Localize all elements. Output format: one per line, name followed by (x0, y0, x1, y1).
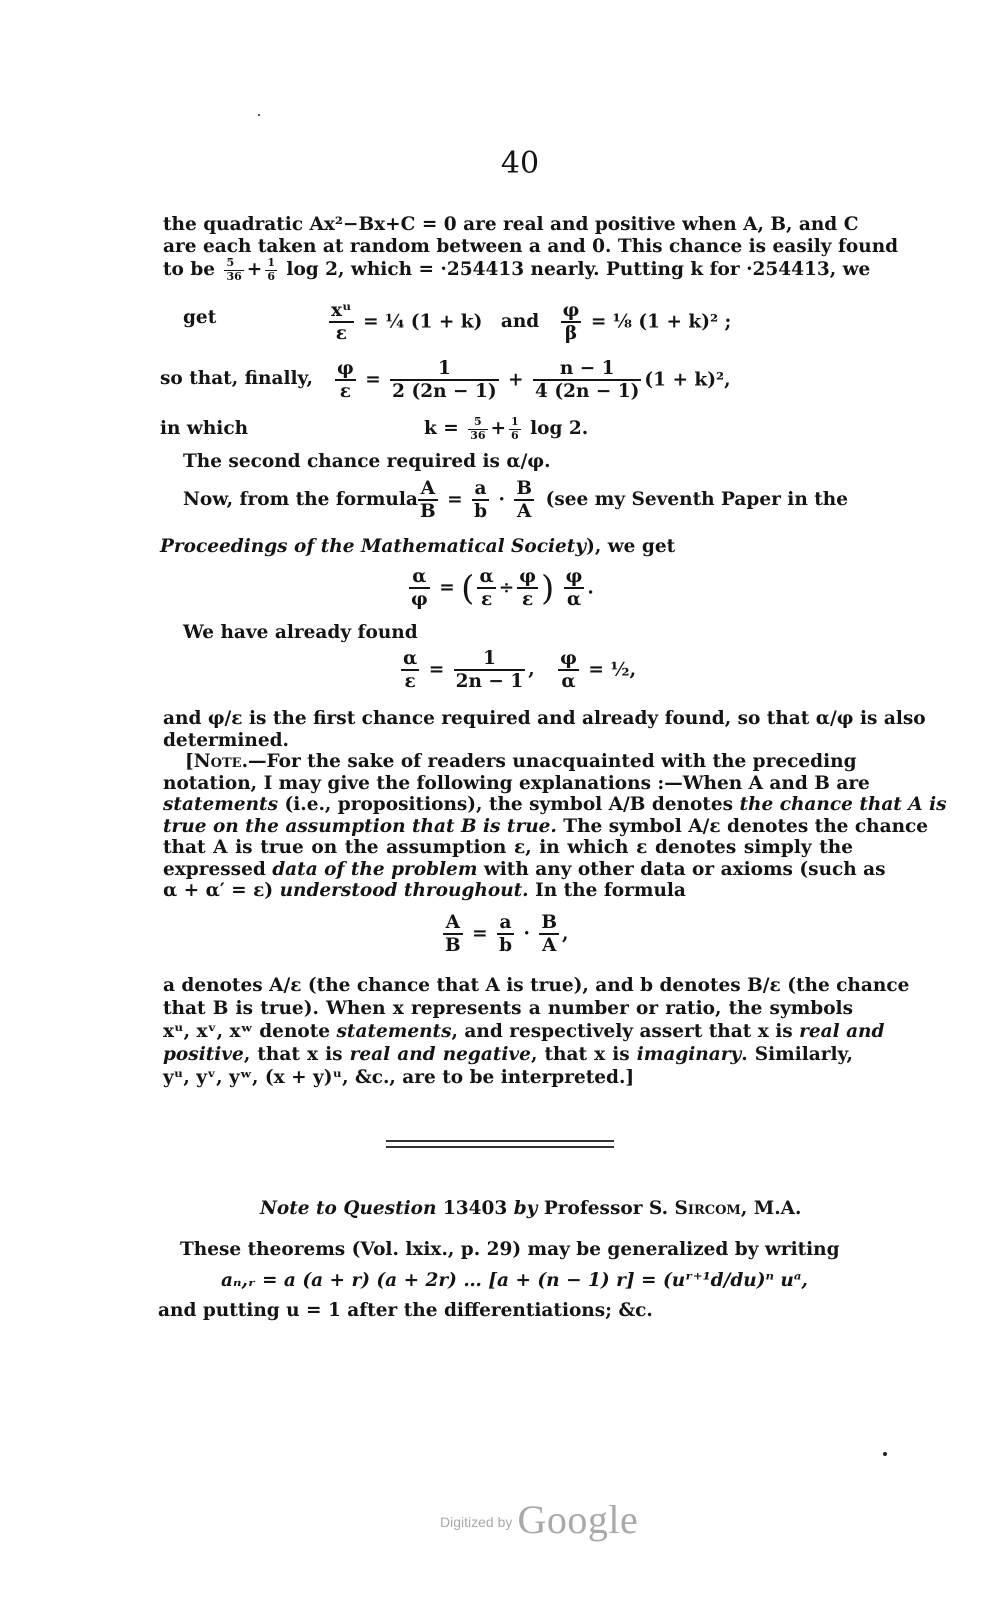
fraction: $\frac{1}{2n - 1}$ (455, 648, 524, 693)
speck (883, 1452, 887, 1456)
already-found-line: We have already found (183, 622, 418, 643)
theorem-line: These theorems (Vol. lxix., p. 29) may be generalized by writing (180, 1239, 840, 1260)
fraction: $\frac{\alpha}{\varepsilon}$ (479, 566, 494, 611)
formula-line: Now, from the formula $\frac{A}{B}$ = $\frac{a}{b}$ · $\frac{B}{A}$ (see my Seventh Paper in the (183, 478, 848, 523)
fraction: $\frac{n - 1}{4 (2n - 1)}$ (535, 358, 640, 403)
equation-formula: $\frac{A}{B}$ = $\frac{a}{b}$ · $\frac{B}{A}$ , (445, 912, 569, 957)
fraction: $\frac{\text{xᵘ}}{\varepsilon}$ (331, 300, 352, 345)
fraction: $\frac{\alpha}{\varepsilon}$ (403, 648, 418, 693)
paragraph-symbols (163, 974, 910, 1089)
equation-found: $\frac{\alpha}{\varepsilon}$ = $\frac{1}{2n - 1}$ , $\frac{\varphi}{\alpha}$ = ½, (403, 648, 637, 693)
text-line: [Note.—For the sake of readers unacquainted with the preceding (185, 751, 857, 772)
note-label: Note (193, 751, 242, 772)
fraction: $\frac{5}{36}$ (226, 256, 242, 283)
second-chance-line: The second chance required is α/φ. (183, 451, 551, 472)
text-line: α + α′ = ε) understood throughout. In the formula (163, 880, 686, 901)
theorem-equation: aₙ,ᵣ = a (a + r) (a + 2r) … [a + (n − 1) r] = (uʳ⁺¹d/du)ⁿ uᵃ, (221, 1270, 808, 1291)
text-line: that B is true). When x represents a number or ratio, the symbols (163, 998, 853, 1019)
watermark-prefix: Digitized by (440, 1514, 513, 1530)
opening-paragraph (163, 214, 899, 283)
page-number: 40 (500, 146, 540, 181)
fraction: $\frac{A}{B}$ (445, 912, 461, 957)
fraction: $\frac{5}{36}$ (470, 415, 486, 442)
fraction: $\frac{\varphi}{\alpha}$ (565, 566, 583, 611)
fraction: $\frac{a}{b}$ (499, 912, 512, 957)
equation-alpha-phi: $\frac{\alpha}{\varphi}$ = ( $\frac{\alpha}{\varepsilon}$ ÷ $\frac{\varphi}{\varepsilon}$ ) $\frac{\varphi}{\alpha}$ . (411, 566, 594, 611)
text-line: that A is true on the assumption ε, in which ε denotes simply the (163, 837, 853, 858)
text-line: and φ/ε is the first chance required and already found, so that α/φ is also (163, 708, 926, 729)
note-heading: Note to Question 13403 by Professor S. Sircom, M.A. (260, 1198, 802, 1219)
fraction: $\frac{\alpha}{\varphi}$ (411, 566, 428, 611)
section-divider (386, 1140, 614, 1142)
note-paragraph (163, 751, 947, 902)
equation-label: in which (160, 418, 249, 439)
theorem-line: and putting u = 1 after the differentiations; &c. (158, 1300, 653, 1321)
text-line: true on the assumption that B is true. The symbol A/ε denotes the chance (163, 815, 929, 837)
text-line: a denotes A/ε (the chance that A is true), and b denotes B/ε (the chance (163, 975, 910, 996)
fraction: $\frac{B}{A}$ (541, 912, 557, 957)
text-fragment: to be (163, 259, 216, 281)
text-line: the quadratic Ax²−Bx+C = 0 are real and positive when A, B, and C (163, 214, 859, 235)
fraction: $\frac{\varphi}{\beta}$ (562, 300, 580, 345)
text-fragment: log 2, which = ·254413 nearly. Putting k for ·254413, we (286, 259, 871, 281)
google-watermark (440, 1496, 638, 1543)
fraction: $\frac{\varphi}{\alpha}$ (560, 648, 577, 693)
speck (258, 114, 260, 116)
text-line: statements (i.e., propositions), the symbol A/B denotes the chance that A is (163, 794, 947, 815)
equation-label: get (183, 307, 217, 328)
text-line: determined. (163, 729, 289, 751)
equation-label: so that, finally, (160, 368, 313, 389)
fraction: $\frac{B}{A}$ (516, 478, 532, 523)
text-line: xᵘ, xᵛ, xʷ denote statements, and respectively assert that x is real and (163, 1021, 885, 1042)
fraction: $\frac{\varphi}{\varepsilon}$ (519, 566, 536, 611)
google-logo: Google (517, 1497, 639, 1542)
text-line: positive, that x is real and negative, that x is imaginary. Similarly, (163, 1044, 853, 1065)
journal-title: Proceedings of the Mathematical Society (160, 536, 587, 557)
proceedings-line: Proceedings of the Mathematical Society), we get (160, 536, 676, 557)
fraction: $\frac{\varphi}{\varepsilon}$ (337, 358, 354, 403)
fraction: $\frac{a}{b}$ (474, 478, 487, 523)
fraction: $\frac{1}{6}$ (267, 256, 275, 283)
section-divider (386, 1146, 614, 1148)
fraction: $\frac{1}{2 (2n - 1)}$ (392, 358, 497, 403)
fraction: $\frac{1}{6}$ (511, 415, 519, 442)
text-line: are each taken at random between a and 0. This chance is easily found (163, 235, 899, 257)
text-line: expressed data of the problem with any other data or axioms (such as (163, 858, 886, 880)
fraction: $\frac{A}{B}$ (420, 478, 436, 523)
text-line: to be $\frac{5}{36}$ + $\frac{1}{6}$ log 2, which = ·254413 nearly. Putting k for ·254413, we (163, 256, 871, 283)
paragraph-first-chance (163, 708, 926, 751)
text-line: yᵘ, yᵛ, yʷ, (x + y)ᵘ, &c., are to be interpreted.] (163, 1067, 635, 1088)
text-line: notation, I may give the following explanations :—When A and B are (163, 772, 870, 794)
